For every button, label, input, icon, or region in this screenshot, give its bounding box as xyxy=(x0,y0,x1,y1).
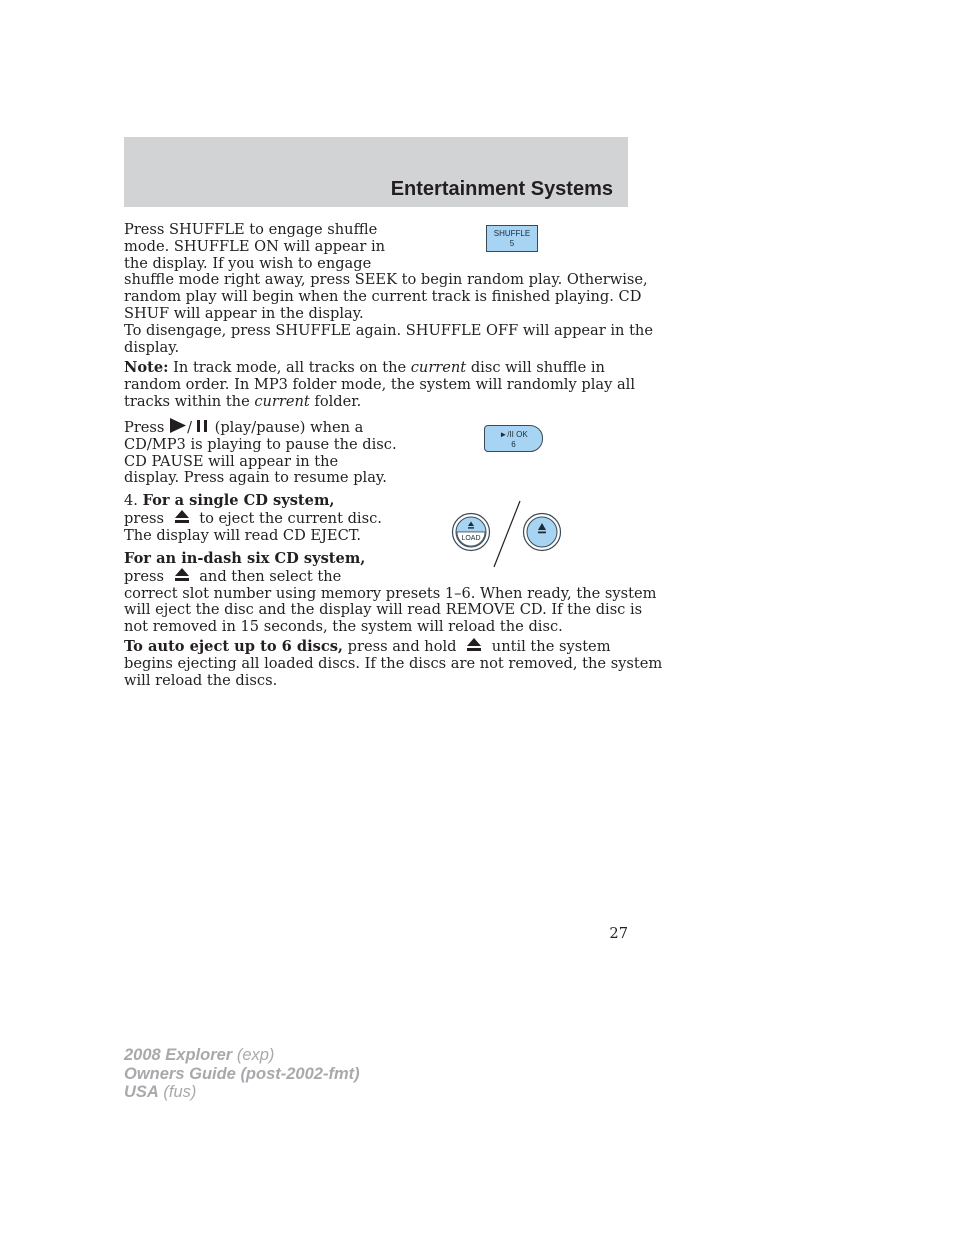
shuffle-paragraph: Press SHUFFLE to engage shuffle mode. SHUFFLE ON will appear in the display. If you wish to engage shuffle mode right away, press SEEK to begin random play. Otherwise, random play will begin when the current track is finished playing. CD SHUF will appear in the display. To disengage, press SHUFFLE again. SHUFFLE OFF will appear in the display. xyxy=(124,221,653,356)
eject-icon xyxy=(461,638,487,652)
auto-eject-paragraph: To auto eject up to 6 discs, press and hold until the system begins ejecting all loaded discs. If the discs are not removed, the system will reload the discs. xyxy=(124,638,663,689)
eject-button xyxy=(524,514,561,551)
eject-single-paragraph: 4. For a single CD system, press to eject the current disc. The display will read CD EJECT. xyxy=(124,492,382,544)
pause-paragraph: Press / (play/pause) when a CD/MP3 is playing to pause the disc. CD PAUSE will appear in the display. Press again to resume play. xyxy=(124,419,397,487)
shuffle-button-label: SHUFFLE xyxy=(493,229,531,238)
play-icon xyxy=(169,418,187,433)
load-button xyxy=(453,514,490,551)
play-pause-button-label: ►/II OK xyxy=(499,430,528,439)
page-number: 27 xyxy=(609,925,628,942)
load-button-label: LOAD xyxy=(461,535,481,542)
eject-item-number: 4. xyxy=(124,492,138,509)
auto-eject-heading: To auto eject up to 6 discs, xyxy=(124,638,344,655)
note-paragraph: Note: In track mode, all tracks on the current disc will shuffle in random order. In MP3 folder mode, the system will randomly play all tracks within the current folder. xyxy=(124,359,635,410)
document-footer: 2008 Explorer (exp) Owners Guide (post-2002-fmt) USA (fus) xyxy=(124,1046,360,1101)
eject-icon xyxy=(169,568,195,582)
shuffle-button-illustration xyxy=(486,225,538,252)
eject-single-heading: For a single CD system, xyxy=(142,492,335,509)
eject-icon xyxy=(169,510,195,524)
play-pause-button-illustration xyxy=(484,425,543,452)
shuffle-button-number: 5 xyxy=(509,239,515,248)
eject-six-paragraph: For an in-dash six CD system, press and then select the correct slot number using memory presets 1–6. When ready, the system will eject the disc and the display will read REMOVE CD. If the disc is not removed in 15 seconds, the system will reload the disc. xyxy=(124,550,657,636)
note-label: Note: xyxy=(124,359,169,376)
section-title: Entertainment Systems xyxy=(390,178,613,200)
play-pause-button-number: 6 xyxy=(511,440,516,449)
section-header-bar xyxy=(124,137,628,207)
eject-six-heading: For an in-dash six CD system, xyxy=(124,550,366,567)
pause-icon xyxy=(192,419,210,433)
